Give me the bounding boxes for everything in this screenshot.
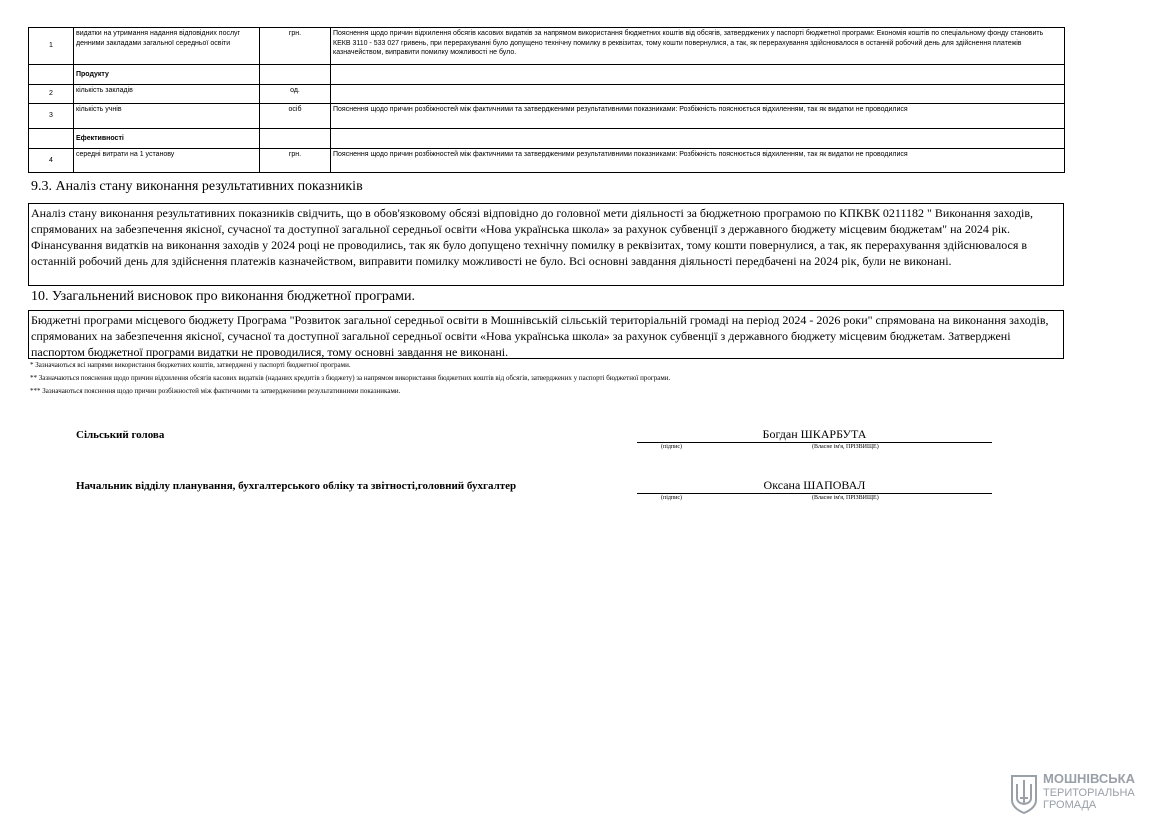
signature-line (637, 480, 992, 494)
name-caption: (Власне ім'я, ПРІЗВИЩЕ) (812, 495, 879, 501)
section-9-3-text: Аналіз стану виконання результативних показників свідчить, що в обов'язковому обсязі відповідно до головної мети діяльності за бюджетною програмою по КПКВК 0211182 " Виконання заходів, спрямованих на забезпечення якісної, сучасної та доступної загальної середньої освіти «Нова українська школа» за рахунок субвенції з державного бюджету місцевим бюджетам" на 2024 рік. Фінансування видатків на виконання заходів у 2024 році не проводились, так як було допущено технічну помилку в реквізитах, тому кошти повернулися, а так, як перерахування здійснювалося в останній робочий день для здійснення платежів казначейством, виправити помилку можливості не було. Всі основні завдання діяльності передбачені на 2024 рік, були не виконані. (28, 203, 1064, 286)
table-row (29, 149, 1065, 173)
trident-icon (1010, 774, 1038, 814)
signer-name: Оксана ШАПОВАЛ (763, 478, 866, 492)
name-caption: (Власне ім'я, ПРІЗВИЩЕ) (812, 444, 879, 450)
unit-cell: од. (260, 85, 331, 104)
table-row (29, 65, 1065, 85)
indicator-name: кількість закладів (74, 85, 260, 104)
explanation-cell: Пояснення щодо причин розбіжностей між фактичними та затвердженими результативними показниками: Розбіжність пояснюється відхиленням, так як видатки не проводилися (331, 149, 1065, 173)
row-number (29, 129, 74, 149)
group-header-efficiency: Ефективності (74, 129, 260, 149)
explanation-cell (331, 85, 1065, 104)
indicator-name: видатки на утримання надання відповідних послуг денними закладами загальної середньої освіти (74, 28, 260, 65)
unit-cell: грн. (260, 149, 331, 173)
row-number: 3 (29, 104, 74, 129)
table-row (29, 129, 1065, 149)
group-header-product: Продукту (74, 65, 260, 85)
signature-caption: (підпис) (661, 495, 683, 501)
section-10-text: Бюджетні програми місцевого бюджету Програма "Розвиток загальної середньої освіти в Мошнівській сільській територіальній громаді на період 2024 - 2026 роки" спрямована на виконання заходів, спрямованих на забезпечення якісної, сучасної та доступної загальної середньої освіти «Нова українська школа» за рахунок субвенції з державного бюджету місцевим бюджетам. Затверджені паспортом бюджетної програми видатки не проводилися, тому основні завдання не виконані. (28, 310, 1064, 359)
logo-line-1: МОШНІВСЬКА (1043, 771, 1135, 786)
row-number: 2 (29, 85, 74, 104)
table-row (29, 104, 1065, 129)
unit-cell: осіб (260, 104, 331, 129)
footnote-2: ** Зазначаються пояснення щодо причин відхилення обсягів касових видатків (наданих кредитів з бюджету) за напрямом використання бюджетних коштів від обсягів, затверджених у паспорті бюджетної програми. (30, 374, 671, 382)
signature-caption: (підпис) (661, 444, 683, 450)
table-row (29, 28, 1065, 65)
performance-table (28, 27, 1065, 173)
signature-line (637, 429, 992, 443)
row-number: 4 (29, 149, 74, 173)
unit-cell: грн. (260, 28, 331, 65)
signer-name: Богдан ШКАРБУТА (762, 427, 867, 441)
unit-cell (260, 129, 331, 149)
explanation-cell: Пояснення щодо причин розбіжностей між фактичними та затвердженими результативними показниками: Розбіжність пояснюється відхиленням, так як видатки не проводилися (331, 104, 1065, 129)
signature-role-accountant: Начальник відділу планування, бухгалтерського обліку та звітності,головний бухгалтер (76, 480, 517, 492)
explanation-cell (331, 129, 1065, 149)
section-10-title: 10. Узагальнений висновок про виконання бюджетної програми. (31, 289, 415, 304)
explanation-cell: Пояснення щодо причин відхилення обсягів касових видатків за напрямом використання бюджетних коштів від обсягів, затверджених у паспорті бюджетної програми: Економія коштів по спеціальному фонду становить КЕКВ 3110 - 533 027 гривень, при перерахуванні було допущено технічну помилку в реквізитах, тому кошти повернулися, а так, як перерахування здійснювалося в останній робочий день для здійснення платежів казначейством, виправити помилку можливості не було. (331, 28, 1065, 65)
unit-cell (260, 65, 331, 85)
footnote-1: * Зазначаються всі напрями використання бюджетних коштів, затверджені у паспорті бюджетної програми. (30, 361, 351, 369)
indicator-name: середні витрати на 1 установу (74, 149, 260, 173)
community-logo (1010, 771, 1160, 817)
indicator-name: кількість учнів (74, 104, 260, 129)
row-number (29, 65, 74, 85)
table-row (29, 85, 1065, 104)
section-9-3-title: 9.3. Аналіз стану виконання результативних показників (31, 179, 363, 194)
logo-line-3: ГРОМАДА (1043, 799, 1097, 811)
footnote-3: *** Зазначаються пояснення щодо причин розбіжностей між фактичними та затвердженими результативними показниками. (30, 387, 401, 395)
logo-line-2: ТЕРИТОРІАЛЬНА (1043, 787, 1135, 799)
row-number: 1 (29, 28, 74, 65)
signature-role-head: Сільський голова (76, 429, 165, 441)
explanation-cell (331, 65, 1065, 85)
